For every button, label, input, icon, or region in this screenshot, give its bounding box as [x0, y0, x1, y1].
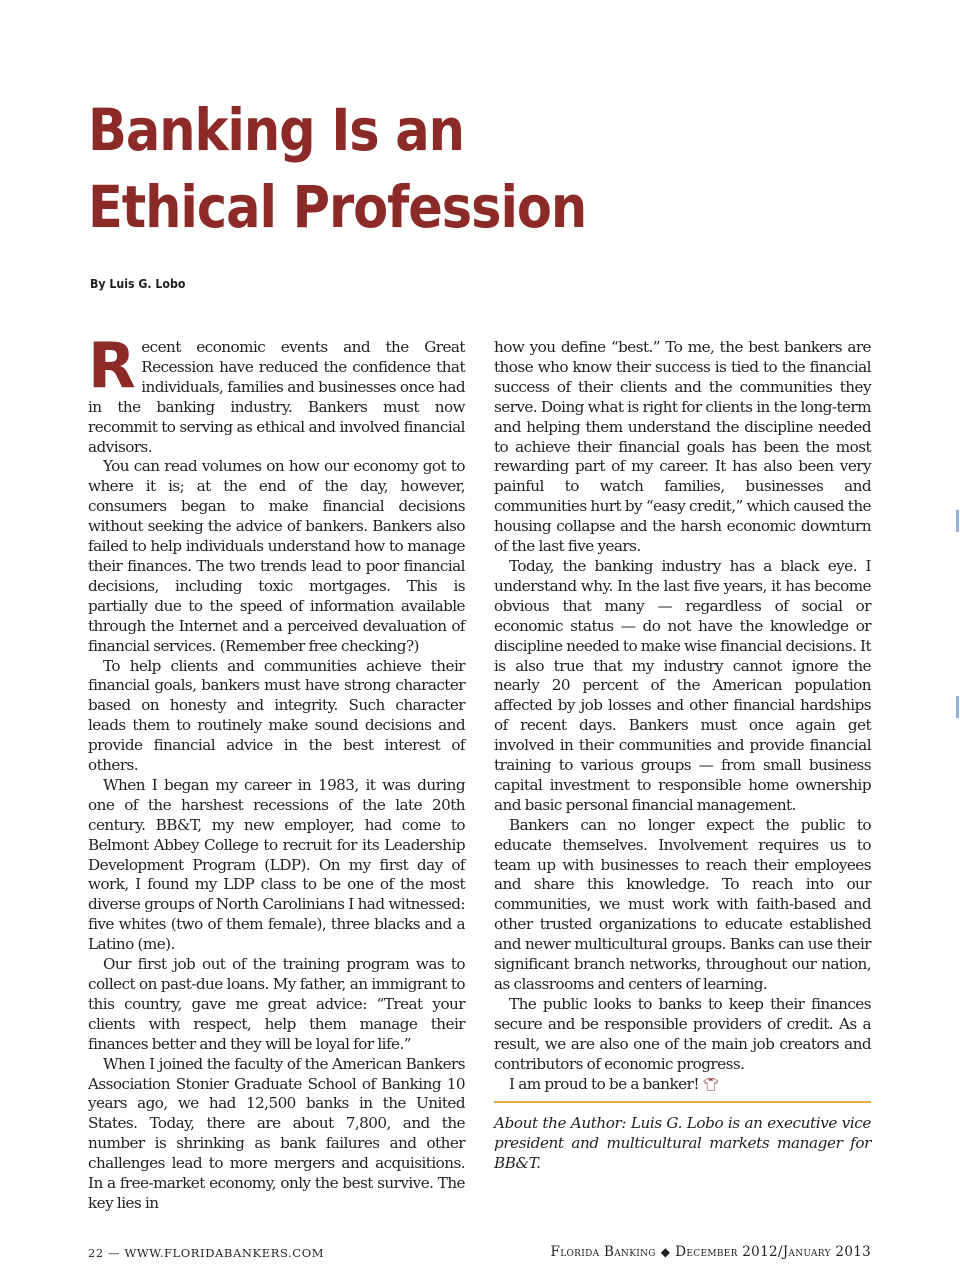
- byline: By Luis G. Lobo: [90, 276, 186, 291]
- paragraph: When I joined the faculty of the American Bankers Association Stonier Graduate School of Banking 10 years ago, we had 12,500 banks in the United States. Today, there are about 7,800, and the number is shrinking as bank failures and other challenges lead to more mergers and acquisitions. In a free-market economy, only the best survive. The key lies in: [88, 1054, 465, 1212]
- paragraph: When I began my career in 1983, it was during one of the harshest recessions of the late 20th century. BB&T, my new employer, had come to Belmont Abbey College to recruit for its Leadership Development Program (LDP). On my first day of work, I found my LDP class to be one of the most diverse groups of North Carolinians I had witnessed: five whites (two of them female), three blacks and a Latino (me).: [88, 775, 465, 954]
- issue-date: December 2012/January 2013: [675, 1244, 871, 1260]
- left-column: [88, 329, 465, 1214]
- divider-rule: [494, 1101, 871, 1103]
- drop-cap: R: [88, 329, 136, 402]
- paragraph: Our first job out of the training program was to collect on past-due loans. My father, an immigrant to this country, gave me great advice: “Treat your clients with respect, help them manage their finances better and they will be loyal for life.”: [88, 955, 465, 1053]
- page-edge-mark: [956, 510, 959, 532]
- paragraph-text: ecent economic events and the Great Recession have reduced the confidence that individuals, families and businesses once had in the banking industry. Bankers must now recommit to serving as ethical and involved financial advisors.: [88, 338, 465, 456]
- end-of-article-icon: 👕︎: [702, 1077, 719, 1093]
- paragraph: [88, 329, 465, 457]
- paragraph: Bankers can no longer expect the public to educate themselves. Involvement requires us to team up with businesses to reach their employees and share this knowledge. To reach into our communities, we must work with faith-based and other trusted organizations to educate established and newer multicultural groups. Banks can use their significant branch networks, throughout our nation, as classrooms and centers of learning.: [494, 815, 871, 993]
- footer-publication-info: [551, 1244, 871, 1260]
- article-title: [88, 92, 722, 246]
- diamond-icon: ◆: [660, 1245, 671, 1259]
- paragraph: [494, 1075, 871, 1096]
- title-line-1: Banking Is an: [88, 96, 464, 164]
- about-the-author: About the Author: Luis G. Lobo is an executive vice president and multicultural markets manager for BB&T.: [494, 1114, 871, 1172]
- paragraph: how you define “best.” To me, the best bankers are those who know their success is tied to the financial success of their clients and the communities they serve. Doing what is right for clients in the long-term and helping them understand the discipline needed to achieve their financial goals has been the most rewarding part of my career. It has also been very painful to watch families, businesses and communities hurt by “easy credit,” which caused the housing collapse and the harsh economic downturn of the last five years.: [494, 338, 871, 556]
- footer-page-url: 22 — WWW.FLORIDABANKERS.COM: [88, 1246, 325, 1260]
- page-edge-mark: [956, 696, 959, 718]
- paragraph: To help clients and communities achieve their financial goals, bankers must have strong character based on honesty and integrity. Such character leads them to routinely make sound decisions and provide financial advice in the best interest of others.: [88, 656, 465, 775]
- paragraph: You can read volumes on how our economy got to where it is; at the end of the day, however, consumers began to make financial decisions without seeking the advice of bankers. Bankers also failed to help individuals understand how to manage their finances. The two trends lead to poor financial decisions, including toxic mortgages. This is partially due to the speed of information available through the Internet and a perceived devaluation of financial services. (Remember free checking?): [88, 457, 465, 655]
- right-column: [494, 338, 871, 1095]
- title-line-2: Ethical Profession: [88, 173, 587, 241]
- paragraph: Today, the banking industry has a black eye. I understand why. In the last five years, it has become obvious that many — regardless of social or economic status — do not have the knowledge or discipline needed to make wise financial decisions. It is also true that my industry cannot ignore the nearly 20 percent of the American population affected by job losses and other financial hardships of recent days. Bankers must once again get involved in their communities and provide financial training to various groups — from small business capital investment to responsible home ownership and basic personal financial management.: [494, 556, 872, 814]
- publication-name: Florida Banking: [550, 1244, 656, 1260]
- paragraph: The public looks to banks to keep their finances secure and be responsible providers of credit. As a result, we are also one of the main job creators and contributors of economic progress.: [494, 994, 871, 1073]
- closing-line: I am proud to be a banker!: [509, 1074, 699, 1093]
